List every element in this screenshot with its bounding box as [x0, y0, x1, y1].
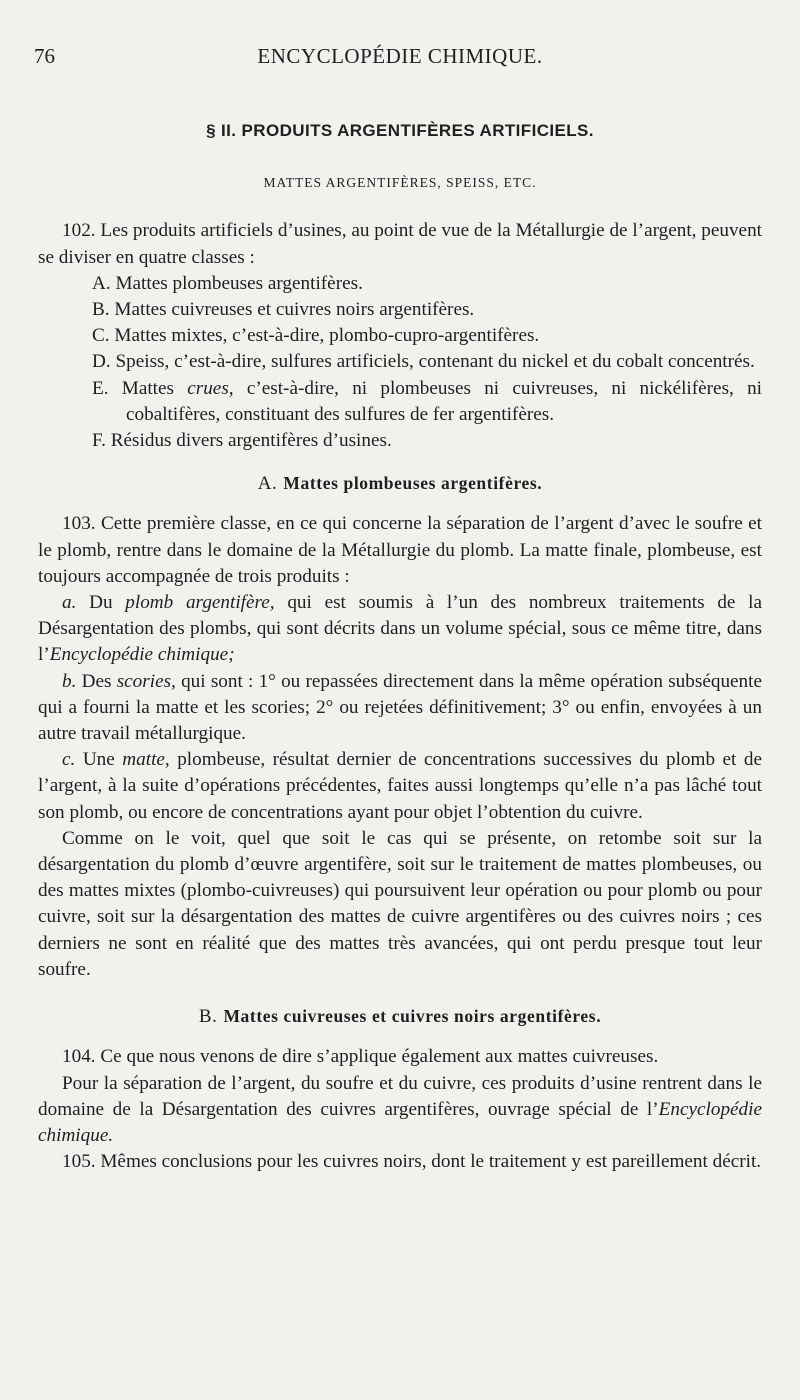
list-text: Mattes cuivreuses et cuivres noirs argentifères. — [109, 299, 475, 321]
subheading-b — [38, 1003, 762, 1030]
paragraph-number: 102. — [62, 220, 96, 242]
section-subtitle: MATTES ARGENTIFÈRES, SPEISS, ETC. — [263, 175, 537, 191]
list-text: c’est-à-dire, ni plombeuses ni cuivreuses, ni nickélifères, ni cobaltifères, constituant des sulfures de fer argentifères. — [126, 377, 762, 425]
paragraph-104-cont — [38, 1071, 762, 1150]
paragraph-text: Cette première classe, en ce qui concerne la séparation de l’argent d’avec le soufre et le plomb, rentre dans le domaine de la Métallurgie du plomb. La matte finale, plombeuse, est toujours accompagnée de trois produits : — [38, 513, 762, 587]
paragraph-102 — [38, 218, 762, 270]
list-label: D. — [92, 351, 111, 373]
paragraph-103-b — [38, 669, 762, 748]
list-label: A. — [92, 272, 111, 294]
item-label: a. — [62, 592, 77, 614]
paragraph-104 — [38, 1044, 762, 1070]
paragraph-number: 103. — [62, 513, 96, 535]
list-text: Mattes plombeuses argentifères. — [110, 272, 363, 294]
paragraph-103-c — [38, 747, 762, 826]
paragraph-italic: matte, — [122, 749, 170, 771]
list-text: Résidus divers argentifères d’usines. — [105, 430, 392, 452]
paragraph-number: 104. — [62, 1046, 96, 1068]
paragraph-text: qui est soumis à l’un des nombreux traitements de la Désargentation des plombs, qui sont décrits dans un volume spécial, sous ce même titre, dans l’ — [38, 592, 763, 666]
paragraph-103-a — [38, 590, 762, 669]
list-label: C. — [92, 325, 110, 347]
subheading-a — [38, 470, 762, 497]
list-text-italic: crues, — [187, 377, 234, 399]
paragraph-number: 105. — [62, 1151, 96, 1173]
list-text: Mattes mixtes, c’est-à-dire, plombo-cupro-argentifères. — [109, 325, 540, 347]
item-label: b. — [62, 670, 77, 692]
subheading-title: Mattes cuivreuses et cuivres noirs argentifères. — [223, 1006, 602, 1027]
paragraph-text: Du — [76, 592, 126, 614]
page-body — [38, 118, 762, 1175]
list-item-e — [38, 376, 762, 428]
paragraph-105 — [38, 1149, 762, 1175]
paragraph-text: plombeuse, résultat dernier de concentrations successives du plomb et de l’argent, à la suite d’opérations précédentes, faites aussi longtemps qu’elle n’a pas lâché tout son plomb, ou encore de concentrations ayant pour objet l’obtention du cuivre. — [38, 749, 762, 823]
paragraph-103-conclusion: Comme on le voit, quel que soit le cas qui se présente, on retombe soit sur la désargentation du plomb d’œuvre argentifère, soit sur le traitement de mattes plombeuses, ou des mattes mixtes (plombo-cuivreuses) qui poursuivent leur opération ou pour plomb ou pour cuivre, soit sur la désargentation des mattes de cuivre argentifères ou des cuivres noirs ; ces derniers ne sont en réalité que des mattes très avancées, qui ont perdu presque tout leur soufre. — [38, 827, 762, 980]
paragraph-italic: Encyclopédie chimique. — [38, 1098, 762, 1146]
paragraph-text: Ce que nous venons de dire s’applique également aux mattes cuivreuses. — [95, 1046, 659, 1068]
paragraph-italic: plomb argentifère, — [125, 592, 275, 614]
page-number: 76 — [34, 44, 55, 68]
list-item-a — [38, 271, 762, 297]
list-label: E. — [92, 377, 109, 399]
paragraph-103 — [38, 511, 762, 590]
item-label: c. — [62, 749, 76, 771]
subheading-label: A. — [257, 473, 278, 495]
running-title: ENCYCLOPÉDIE CHIMIQUE. — [257, 44, 543, 68]
paragraph-text: Les produits artificiels d’usines, au point de vue de la Métallurgie de l’argent, peuvent se diviser en quatre classes : — [38, 220, 762, 268]
paragraph-text: Mêmes conclusions pour les cuivres noirs, dont le traitement y est pareillement décrit. — [95, 1151, 762, 1173]
paragraph-text: qui sont : 1° ou repassées directement dans la même opération subséquente qui a fourni la matte et les scories; 2° ou rejetées définitivement; 3° ou enfin, envoyées à un autre travail métallurgique. — [38, 670, 762, 745]
list-text: Mattes — [108, 377, 188, 399]
paragraph-italic: scories, — [116, 670, 176, 692]
running-head — [34, 44, 766, 74]
paragraph-text: Une — [75, 749, 123, 771]
paragraph-text: Des — [76, 670, 117, 692]
list-item-f — [38, 428, 762, 454]
list-text: Speiss, c’est-à-dire, sulfures artificiels, contenant du nickel et du cobalt concentrés. — [110, 351, 755, 373]
list-label: B. — [92, 299, 110, 321]
list-item-d — [38, 349, 762, 375]
list-item-b — [38, 297, 762, 323]
subheading-title: Mattes plombeuses argentifères. — [283, 473, 543, 494]
subheading-label: B. — [198, 1006, 218, 1028]
paragraph-italic: Encyclopédie chimique; — [49, 644, 235, 666]
list-item-c — [38, 323, 762, 349]
section-title: § II. PRODUITS ARGENTIFÈRES ARTIFICIELS. — [206, 121, 594, 140]
paragraph-text: Pour la séparation de l’argent, du soufre et du cuivre, ces produits d’usine rentrent dans le domaine de la Désargentation des cuivres argentifères, ouvrage spécial de l’ — [38, 1072, 762, 1120]
list-label: F. — [92, 430, 106, 452]
